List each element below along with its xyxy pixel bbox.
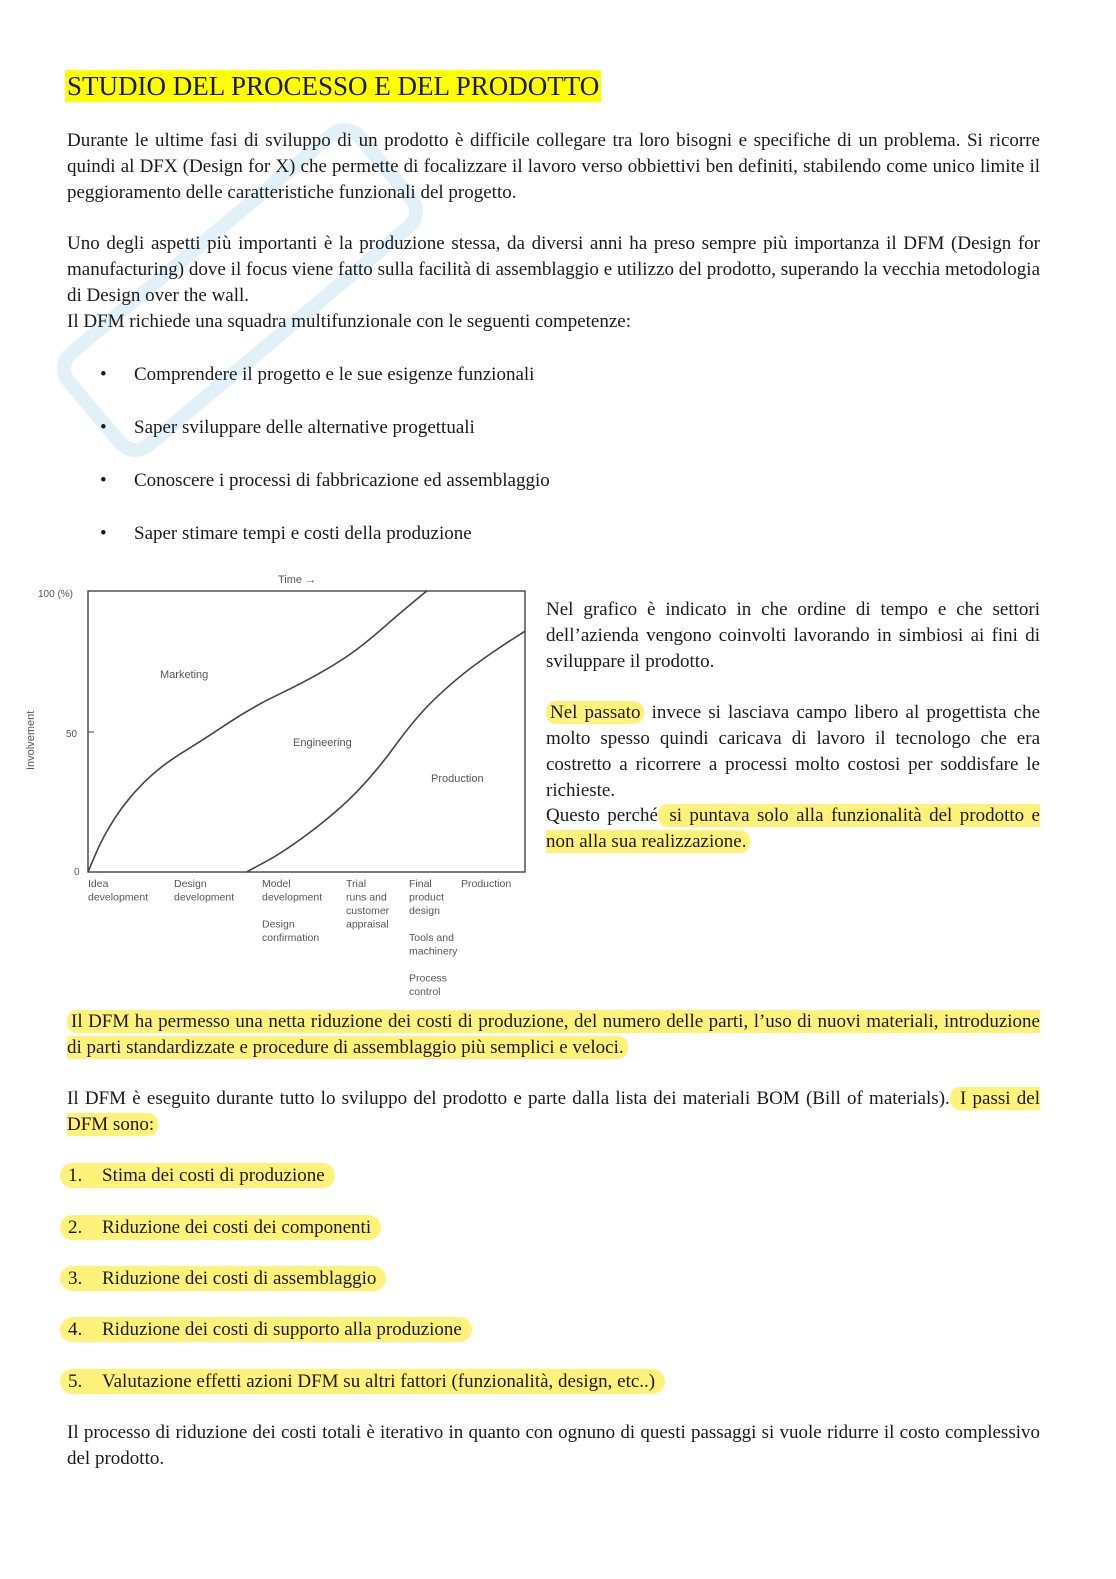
list-item	[60, 1317, 472, 1343]
bullet-icon: •	[100, 364, 107, 385]
highlight: I passi del DFM sono:	[67, 1088, 1040, 1135]
intro-paragraph: Durante le ultime fasi di sviluppo di un prodotto è difficile collegare tra loro bisogni e specifiche di un problema. Si ricorre quindi al DFX (Design for X) che permette di focalizzare il lavoro verso obbiettivi ben definiti, stabilendo come unico limite il peggioramento delle caratteristiche funzionali del progetto.	[67, 130, 1040, 203]
text: Il DFM è eseguito durante tutto lo sviluppo del prodotto e parte dalla lista dei materiali BOM (Bill of materials).	[67, 1088, 950, 1109]
x-stage-label: Final product design Tools and machinery Process control	[409, 878, 458, 995]
list-item-text: Conoscere i processi di fabbricazione ed assemblaggio	[134, 470, 550, 491]
step-text: Riduzione dei costi di assemblaggio	[102, 1268, 377, 1289]
dfm-benefits-paragraph	[67, 1009, 1040, 1061]
region-label-marketing: Marketing	[160, 669, 209, 681]
list-item	[60, 1163, 335, 1189]
bullet-icon: •	[100, 470, 107, 491]
region-label-engineering: Engineering	[293, 737, 352, 749]
page-title: STUDIO DEL PROCESSO E DEL PRODOTTO	[67, 71, 600, 101]
y-tick-label: 0	[74, 867, 80, 878]
highlight: Nel passato	[546, 701, 644, 724]
step-number: 2.	[68, 1217, 83, 1238]
highlight: si puntava solo alla funzionalità del prodotto e non alla sua realizzazione.	[546, 805, 1040, 852]
step-text: Riduzione dei costi dei componenti	[102, 1217, 372, 1238]
list-item	[60, 1215, 381, 1241]
step-text: Riduzione dei costi di supporto alla produzione	[102, 1319, 462, 1340]
list-item-text: Saper stimare tempi e costi della produzione	[134, 523, 472, 544]
dfm-steps-intro	[67, 1086, 1040, 1138]
involvement-chart	[20, 565, 530, 995]
past-paragraph	[546, 700, 1040, 804]
region-label-production: Production	[431, 773, 484, 785]
dfm-paragraph: Uno degli aspetti più importanti è la produzione stessa, da diversi anni ha preso sempre più importanza il DFM (Design for manufacturing) dove il focus viene fatto sulla facilità di assemblaggio e utilizzo del prodotto, superando la vecchia metodologia di Design over the wall.	[67, 233, 1040, 306]
text: Questo perché	[546, 805, 658, 826]
plot-frame	[88, 591, 525, 872]
x-stage-label: Model development Design confirmation	[262, 878, 323, 944]
reason-paragraph	[546, 803, 1040, 855]
x-stage-label: Trial runs and customer appraisal	[346, 878, 390, 931]
bullet-icon: •	[100, 523, 107, 544]
list-item-text: Comprendere il progetto e le sue esigenze funzionali	[134, 364, 535, 385]
x-stage-label: Idea development	[88, 878, 149, 904]
x-axis-label: Time →	[278, 574, 317, 586]
step-number: 5.	[68, 1371, 83, 1392]
series-line-marketing-engineering	[88, 591, 427, 872]
step-number: 1.	[68, 1165, 83, 1186]
list-item	[60, 1266, 386, 1292]
highlight: Il DFM ha permesso una netta riduzione dei costi di produzione, del numero delle parti, l’uso di nuovi materiali, introduzione di parti standardizzate e procedure di assemblaggio più semplici e veloci.	[67, 1011, 1040, 1058]
y-tick-label: 100 (%)	[38, 589, 74, 600]
y-tick-label: 50	[66, 729, 78, 740]
step-text: Stima dei costi di produzione	[102, 1165, 325, 1186]
list-item	[60, 1369, 665, 1395]
y-axis-label: Involvement	[25, 710, 37, 770]
chart-description: Nel grafico è indicato in che ordine di tempo e che settori dell’azienda vengono coinvolti lavorando in simbiosi ai fini di sviluppare il prodotto.	[546, 599, 1040, 672]
text: invece si lasciava campo libero al progettista che molto spesso quindi caricava di lavoro il tecnologo che era costretto a ricorrere a processi molto costosi per soddisfare le richieste.	[546, 702, 1040, 801]
series-line-engineering-production	[247, 631, 525, 872]
step-number: 4.	[68, 1319, 83, 1340]
step-number: 3.	[68, 1268, 83, 1289]
bullet-icon: •	[100, 417, 107, 438]
x-stage-label: Production	[461, 878, 512, 890]
x-stage-label: Design development	[174, 878, 235, 904]
step-text: Valutazione effetti azioni DFM su altri fattori (funzionalità, design, etc..)	[102, 1371, 656, 1392]
conclusion-paragraph: Il processo di riduzione dei costi totali è iterativo in quanto con ognuno di questi passaggi si vuole ridurre il costo complessivo del prodotto.	[67, 1422, 1040, 1469]
list-item-text: Saper sviluppare delle alternative progettuali	[134, 417, 475, 438]
team-paragraph: Il DFM richiede una squadra multifunzionale con le seguenti competenze:	[67, 311, 632, 332]
